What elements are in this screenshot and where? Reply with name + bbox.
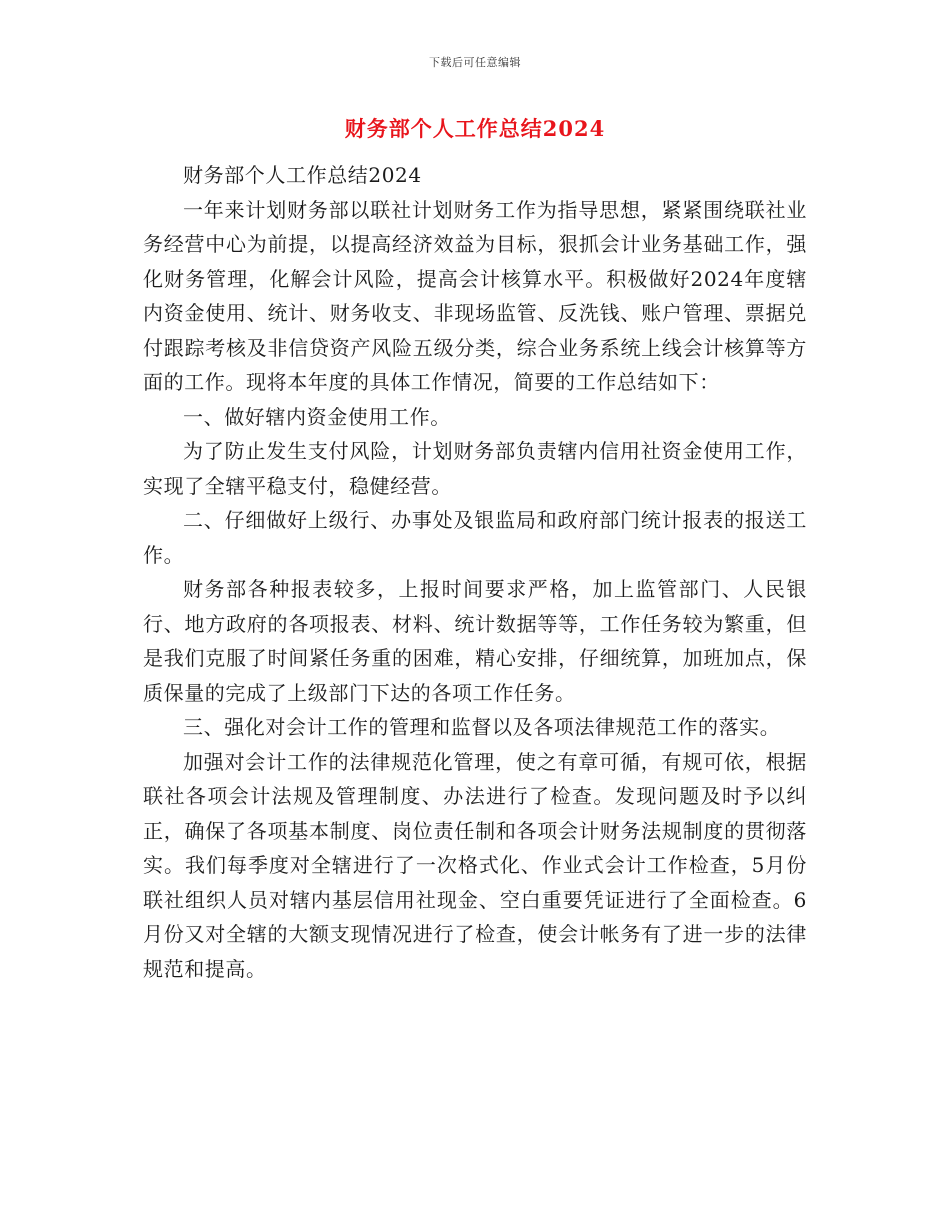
body-paragraph-subtitle: 财务部个人工作总结2024 — [183, 163, 422, 187]
document-title: 财务部个人工作总结2024 — [344, 116, 606, 141]
section-heading-1: 一、做好辖内资金使用工作。 — [183, 404, 451, 429]
section-heading-3: 三、强化对会计工作的管理和监督以及各项法律规范工作的落实。 — [183, 715, 781, 739]
section-heading-2: 二、仔细做好上级行、办事处及银监局和政府部门统计报表的报送工作。 — [143, 508, 807, 567]
body-paragraph-intro: 一年来计划财务部以联社计划财务工作为指导思想，紧紧围绕联社业务经营中心为前提，以提高经济效益为目标，狠抓会计业务基础工作，强化财务管理，化解会计风险，提高会计核算水平。积极做好2024年度辖内资金使用、统计、财务收支、非现场监管、反洗钱、账户管理、票据兑付跟踪考核及非信贷资产风险五级分类，综合业务系统上线会计核算等方面的工作。现将本年度的具体工作情况，简要的工作总结如下： — [143, 197, 807, 394]
body-paragraph-section-2: 财务部各种报表较多，上报时间要求严格，加上监管部门、人民银行、地方政府的各项报表、材料、统计数据等等，工作任务较为繁重，但是我们克服了时间紧任务重的困难，精心安排，仔细统算，加班加点，保质保量的完成了上级部门下达的各项工作任务。 — [143, 577, 807, 705]
document-body — [143, 158, 807, 986]
body-paragraph-section-3: 加强对会计工作的法律规范化管理，使之有章可循，有规可依，根据联社各项会计法规及管理制度、办法进行了检查。发现问题及时予以纠正，确保了各项基本制度、岗位责任制和各项会计财务法规制度的贯彻落实。我们每季度对全辖进行了一次格式化、作业式会计工作检查，5月份联社组织人员对辖内基层信用社现金、空白重要凭证进行了全面检查。6月份又对全辖的大额支现情况进行了检查，使会计帐务有了进一步的法律规范和提高。 — [143, 749, 807, 981]
header-note: 下载后可任意编辑 — [429, 56, 521, 69]
body-paragraph-section-1: 为了防止发生支付风险，计划财务部负责辖内信用社资金使用工作，实现了全辖平稳支付，稳健经营。 — [143, 439, 807, 498]
